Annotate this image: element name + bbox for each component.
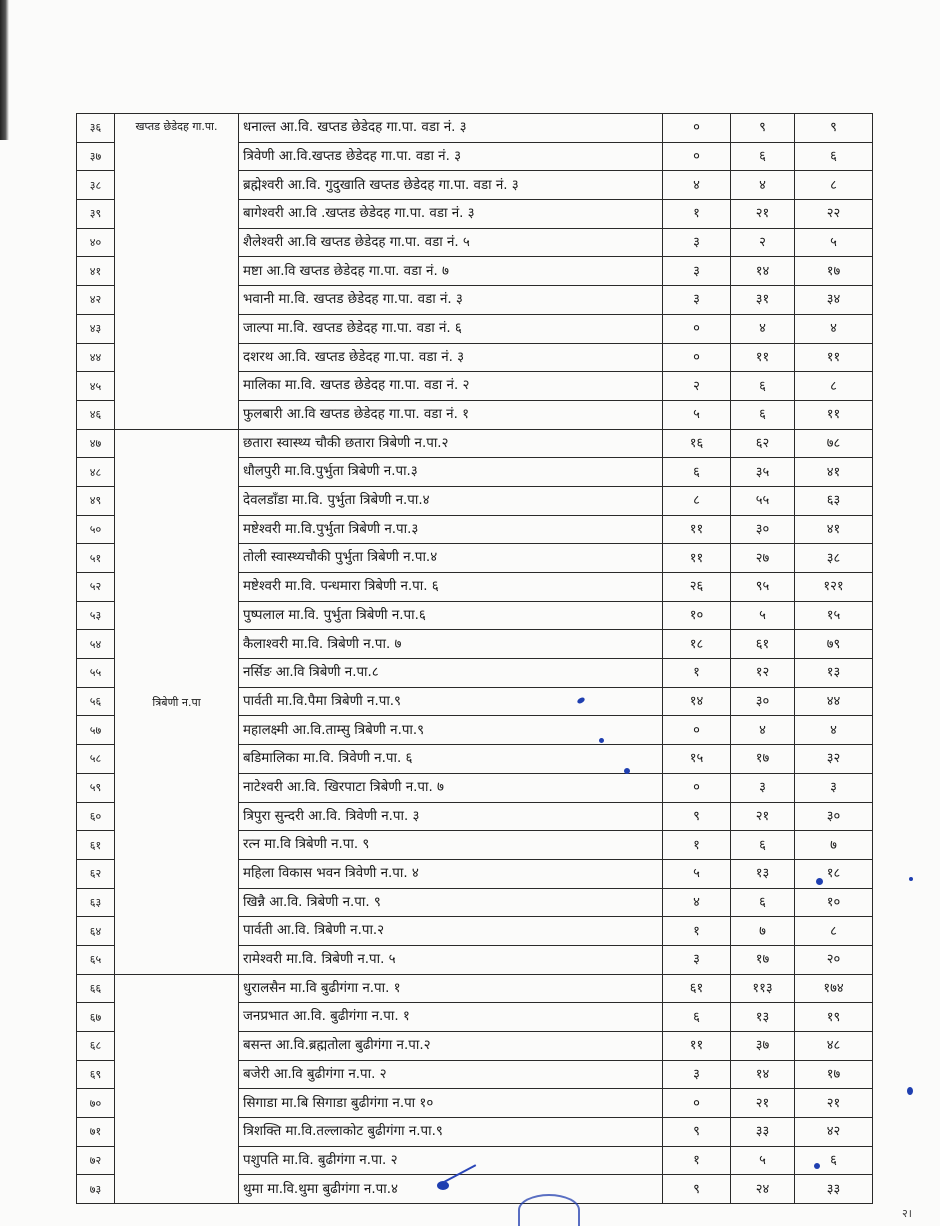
serial-number-cell: ४० — [77, 228, 115, 257]
institution-name-cell: खिन्नै आ.वि. त्रिबेणी न.पा. ९ — [239, 888, 663, 917]
serial-number-cell: ६० — [77, 802, 115, 831]
count-cell-b: २१ — [731, 200, 795, 229]
count-cell-b: २ — [731, 228, 795, 257]
serial-number-cell: ५८ — [77, 745, 115, 774]
institution-name-cell: जनप्रभात आ.वि. बुढीगंगा न.पा. १ — [239, 1003, 663, 1032]
serial-number-cell: ५१ — [77, 544, 115, 573]
serial-number-cell: ७२ — [77, 1146, 115, 1175]
count-cell-b: २७ — [731, 544, 795, 573]
total-cell: १८ — [795, 859, 873, 888]
count-cell-a: ३ — [663, 1060, 731, 1089]
serial-number-cell: ६९ — [77, 1060, 115, 1089]
count-cell-a: १८ — [663, 630, 731, 659]
total-cell: ६३ — [795, 486, 873, 515]
office-stamp — [518, 1194, 580, 1226]
serial-number-cell: ४४ — [77, 343, 115, 372]
table-row — [77, 429, 873, 458]
institution-name-cell: जाल्पा मा.वि. खप्तड छेडेदह गा.पा. वडा नं. ६ — [239, 314, 663, 343]
institution-name-cell: मष्टेश्वरी मा.वि.पुर्भुता त्रिबेणी न.पा.३ — [239, 515, 663, 544]
institution-name-cell: तोली स्वास्थ्यचौकी पुर्भुता त्रिबेणी न.पा.४ — [239, 544, 663, 573]
institution-name-cell: मष्टा आ.वि खप्तड छेडेदह गा.पा. वडा नं. ७ — [239, 257, 663, 286]
count-cell-a: ० — [663, 773, 731, 802]
ink-dot — [909, 877, 913, 881]
institution-name-cell: रामेश्वरी मा.वि. त्रिबेणी न.पा. ५ — [239, 945, 663, 974]
institution-name-cell: बसन्त आ.वि.ब्रह्मतोला बुढीगंगा न.पा.२ — [239, 1032, 663, 1061]
total-cell: ७८ — [795, 429, 873, 458]
total-cell: ३० — [795, 802, 873, 831]
institution-name-cell: पार्वती आ.वि. त्रिबेणी न.पा.२ — [239, 917, 663, 946]
total-cell: ४१ — [795, 458, 873, 487]
count-cell-b: ९ — [731, 114, 795, 143]
total-cell: १० — [795, 888, 873, 917]
ink-dot — [437, 1181, 449, 1190]
total-cell: ३ — [795, 773, 873, 802]
total-cell: ८ — [795, 372, 873, 401]
total-cell: १९ — [795, 1003, 873, 1032]
total-cell: ८ — [795, 917, 873, 946]
total-cell: ४ — [795, 314, 873, 343]
count-cell-b: १४ — [731, 257, 795, 286]
ink-dot — [907, 1087, 913, 1095]
serial-number-cell: ३६ — [77, 114, 115, 143]
table-row — [77, 114, 873, 143]
total-cell: ८ — [795, 171, 873, 200]
institution-name-cell: दशरथ आ.वि. खप्तड छेडेदह गा.पा. वडा नं. ३ — [239, 343, 663, 372]
count-cell-b: ६१ — [731, 630, 795, 659]
institution-table — [76, 113, 873, 1204]
institution-name-cell: फुलबारी आ.वि खप्तड छेडेदह गा.पा. वडा नं. १ — [239, 400, 663, 429]
count-cell-b: ६ — [731, 400, 795, 429]
count-cell-b: ५ — [731, 601, 795, 630]
serial-number-cell: ५३ — [77, 601, 115, 630]
institution-name-cell: धुरालसैन मा.वि बुढीगंगा न.पा. १ — [239, 974, 663, 1003]
serial-number-cell: ६२ — [77, 859, 115, 888]
institution-name-cell: शैलेश्वरी आ.वि खप्तड छेडेदह गा.पा. वडा नं. ५ — [239, 228, 663, 257]
count-cell-a: ० — [663, 1089, 731, 1118]
total-cell: ११ — [795, 400, 873, 429]
count-cell-a: ४ — [663, 171, 731, 200]
serial-number-cell: ६४ — [77, 917, 115, 946]
institution-name-cell: पुष्पलाल मा.वि. पुर्भुता त्रिबेणी न.पा.६ — [239, 601, 663, 630]
count-cell-a: ९ — [663, 802, 731, 831]
count-cell-a: ० — [663, 343, 731, 372]
count-cell-b: ३ — [731, 773, 795, 802]
count-cell-b: ३० — [731, 515, 795, 544]
institution-name-cell: त्रिवेणी आ.वि.खप्तड छेडेदह गा.पा. वडा नं. ३ — [239, 142, 663, 171]
count-cell-a: ० — [663, 314, 731, 343]
total-cell: २१ — [795, 1089, 873, 1118]
total-cell: ६ — [795, 142, 873, 171]
serial-number-cell: ४१ — [77, 257, 115, 286]
count-cell-b: ५ — [731, 1146, 795, 1175]
institution-name-cell: देवलडाँडा मा.वि. पुर्भुता त्रिबेणी न.पा.४ — [239, 486, 663, 515]
count-cell-b: १२ — [731, 659, 795, 688]
total-cell: ९ — [795, 114, 873, 143]
count-cell-b: ६ — [731, 372, 795, 401]
total-cell: ३२ — [795, 745, 873, 774]
institution-name-cell: मालिका मा.वि. खप्तड छेडेदह गा.पा. वडा नं. २ — [239, 372, 663, 401]
institution-name-cell: कैलाश्वरी मा.वि. त्रिबेणी न.पा. ७ — [239, 630, 663, 659]
total-cell: ४२ — [795, 1118, 873, 1147]
count-cell-b: २४ — [731, 1175, 795, 1204]
count-cell-b: ६ — [731, 888, 795, 917]
count-cell-b: २१ — [731, 802, 795, 831]
total-cell: ३४ — [795, 286, 873, 315]
count-cell-a: ९ — [663, 1175, 731, 1204]
count-cell-a: ० — [663, 114, 731, 143]
municipality-cell — [115, 114, 239, 430]
count-cell-b: ३५ — [731, 458, 795, 487]
count-cell-b: ४ — [731, 716, 795, 745]
count-cell-a: ८ — [663, 486, 731, 515]
count-cell-b: १७ — [731, 945, 795, 974]
count-cell-a: ५ — [663, 400, 731, 429]
serial-number-cell: ४९ — [77, 486, 115, 515]
institution-name-cell: धौलपुरी मा.वि.पुर्भुता त्रिबेणी न.पा.३ — [239, 458, 663, 487]
count-cell-a: १ — [663, 659, 731, 688]
count-cell-a: १६ — [663, 429, 731, 458]
municipality-label: खप्तड छेडेदह गा.पा. — [135, 120, 218, 133]
serial-number-cell: ४२ — [77, 286, 115, 315]
serial-number-cell: ६८ — [77, 1032, 115, 1061]
total-cell: ११ — [795, 343, 873, 372]
institution-name-cell: नर्सिङ आ.वि त्रिबेणी न.पा.८ — [239, 659, 663, 688]
count-cell-a: ९ — [663, 1118, 731, 1147]
total-cell: ४४ — [795, 687, 873, 716]
institution-name-cell: त्रिशक्ति मा.वि.तल्लाकोट बुढीगंगा न.पा.९ — [239, 1118, 663, 1147]
count-cell-b: २१ — [731, 1089, 795, 1118]
count-cell-a: ११ — [663, 515, 731, 544]
count-cell-b: ६ — [731, 831, 795, 860]
serial-number-cell: ५० — [77, 515, 115, 544]
serial-number-cell: ५४ — [77, 630, 115, 659]
count-cell-a: ३ — [663, 945, 731, 974]
institution-name-cell: पशुपति मा.वि. बुढीगंगा न.पा. २ — [239, 1146, 663, 1175]
total-cell: १५ — [795, 601, 873, 630]
serial-number-cell: ५९ — [77, 773, 115, 802]
institution-name-cell: त्रिपुरा सुन्दरी आ.वि. त्रिवेणी न.पा. ३ — [239, 802, 663, 831]
serial-number-cell: ७३ — [77, 1175, 115, 1204]
scan-edge-shadow — [0, 0, 9, 140]
municipality-cell — [115, 429, 239, 974]
count-cell-a: ६१ — [663, 974, 731, 1003]
count-cell-b: ३० — [731, 687, 795, 716]
count-cell-b: ११३ — [731, 974, 795, 1003]
total-cell: ३३ — [795, 1175, 873, 1204]
total-cell: ४१ — [795, 515, 873, 544]
institution-name-cell: भवानी मा.वि. खप्तड छेडेदह गा.पा. वडा नं. ३ — [239, 286, 663, 315]
count-cell-a: १५ — [663, 745, 731, 774]
count-cell-b: ५५ — [731, 486, 795, 515]
serial-number-cell: ४७ — [77, 429, 115, 458]
institution-name-cell: बजेरी आ.वि बुढीगंगा न.पा. २ — [239, 1060, 663, 1089]
count-cell-a: १ — [663, 1146, 731, 1175]
institution-name-cell: सिगाडा मा.बि सिगाडा बुढीगंगा न.पा १० — [239, 1089, 663, 1118]
count-cell-a: ६ — [663, 1003, 731, 1032]
institution-name-cell: नाटेश्वरी आ.वि. खिरपाटा त्रिबेणी न.पा. ७ — [239, 773, 663, 802]
count-cell-a: ३ — [663, 286, 731, 315]
count-cell-b: ३१ — [731, 286, 795, 315]
count-cell-b: ७ — [731, 917, 795, 946]
serial-number-cell: ५७ — [77, 716, 115, 745]
count-cell-a: ० — [663, 142, 731, 171]
serial-number-cell: ५२ — [77, 573, 115, 602]
total-cell: १७ — [795, 257, 873, 286]
total-cell: १७ — [795, 1060, 873, 1089]
page-edge-mark: २। — [902, 1207, 912, 1220]
count-cell-b: १४ — [731, 1060, 795, 1089]
count-cell-a: १ — [663, 200, 731, 229]
ink-dot — [599, 738, 604, 743]
count-cell-b: १३ — [731, 859, 795, 888]
count-cell-a: २६ — [663, 573, 731, 602]
institution-name-cell: महिला विकास भवन त्रिवेणी न.पा. ४ — [239, 859, 663, 888]
count-cell-a: ११ — [663, 544, 731, 573]
count-cell-a: १४ — [663, 687, 731, 716]
serial-number-cell: ५६ — [77, 687, 115, 716]
serial-number-cell: ६३ — [77, 888, 115, 917]
serial-number-cell: ५५ — [77, 659, 115, 688]
count-cell-b: १७ — [731, 745, 795, 774]
institution-name-cell: छतारा स्वास्थ्य चौकी छतारा त्रिबेणी न.पा.२ — [239, 429, 663, 458]
serial-number-cell: ४६ — [77, 400, 115, 429]
count-cell-a: २ — [663, 372, 731, 401]
table-row — [77, 974, 873, 1003]
institution-name-cell: रत्न मा.वि त्रिबेणी न.पा. ९ — [239, 831, 663, 860]
count-cell-b: ११ — [731, 343, 795, 372]
serial-number-cell: ६५ — [77, 945, 115, 974]
total-cell: ७९ — [795, 630, 873, 659]
count-cell-a: ५ — [663, 859, 731, 888]
municipality-label — [115, 1088, 238, 1090]
count-cell-a: ३ — [663, 228, 731, 257]
institution-name-cell: थुमा मा.वि.थुमा बुढीगंगा न.पा.४ — [239, 1175, 663, 1204]
total-cell: ३८ — [795, 544, 873, 573]
institution-name-cell: बागेश्वरी आ.वि .खप्तड छेडेदह गा.पा. वडा नं. ३ — [239, 200, 663, 229]
count-cell-a: ११ — [663, 1032, 731, 1061]
serial-number-cell: ४८ — [77, 458, 115, 487]
count-cell-a: ४ — [663, 888, 731, 917]
total-cell: १२१ — [795, 573, 873, 602]
ink-dot — [814, 1163, 820, 1169]
serial-number-cell: ३९ — [77, 200, 115, 229]
count-cell-a: ३ — [663, 257, 731, 286]
serial-number-cell: ६६ — [77, 974, 115, 1003]
municipality-label: त्रिबेणी न.पा — [152, 696, 201, 710]
total-cell: ४८ — [795, 1032, 873, 1061]
count-cell-b: १३ — [731, 1003, 795, 1032]
institution-name-cell: ब्रह्मेश्वरी आ.वि. गुदुखाति खप्तड छेडेदह गा.पा. वडा नं. ३ — [239, 171, 663, 200]
count-cell-a: ६ — [663, 458, 731, 487]
institution-name-cell: बडिमालिका मा.वि. त्रिवेणी न.पा. ६ — [239, 745, 663, 774]
total-cell: १७४ — [795, 974, 873, 1003]
ink-dot — [624, 768, 630, 774]
total-cell: १३ — [795, 659, 873, 688]
count-cell-b: ३७ — [731, 1032, 795, 1061]
serial-number-cell: ४५ — [77, 372, 115, 401]
municipality-cell — [115, 974, 239, 1204]
serial-number-cell: ६१ — [77, 831, 115, 860]
total-cell: २२ — [795, 200, 873, 229]
serial-number-cell: ४३ — [77, 314, 115, 343]
serial-number-cell: ३७ — [77, 142, 115, 171]
count-cell-b: ६ — [731, 142, 795, 171]
count-cell-a: १० — [663, 601, 731, 630]
count-cell-a: १ — [663, 831, 731, 860]
serial-number-cell: ७० — [77, 1089, 115, 1118]
serial-number-cell: ३८ — [77, 171, 115, 200]
institution-name-cell: धनाल्त आ.वि. खप्तड छेडेदह गा.पा. वडा नं. ३ — [239, 114, 663, 143]
count-cell-b: ४ — [731, 314, 795, 343]
count-cell-b: ६२ — [731, 429, 795, 458]
institution-name-cell: मष्टेश्वरी मा.वि. पन्धमारा त्रिबेणी न.पा. ६ — [239, 573, 663, 602]
institution-name-cell: पार्वती मा.वि.पैमा त्रिबेणी न.पा.९ — [239, 687, 663, 716]
total-cell: ७ — [795, 831, 873, 860]
count-cell-a: १ — [663, 917, 731, 946]
count-cell-b: ४ — [731, 171, 795, 200]
count-cell-b: ९५ — [731, 573, 795, 602]
total-cell: ५ — [795, 228, 873, 257]
serial-number-cell: ६७ — [77, 1003, 115, 1032]
total-cell: ६ — [795, 1146, 873, 1175]
count-cell-b: ३३ — [731, 1118, 795, 1147]
serial-number-cell: ७१ — [77, 1118, 115, 1147]
total-cell: ४ — [795, 716, 873, 745]
total-cell: २० — [795, 945, 873, 974]
institution-name-cell: महालक्ष्मी आ.वि.ताम्सु त्रिबेणी न.पा.९ — [239, 716, 663, 745]
ink-dot — [816, 878, 823, 885]
count-cell-a: ० — [663, 716, 731, 745]
